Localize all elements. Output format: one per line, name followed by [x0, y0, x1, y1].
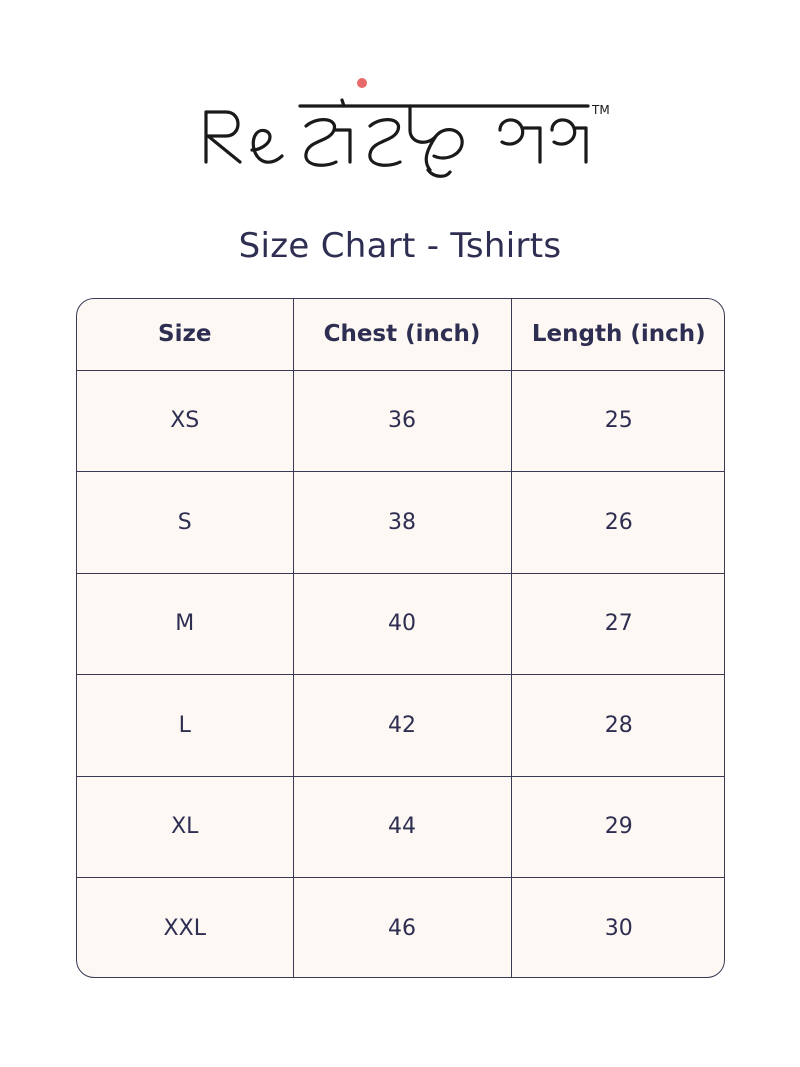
- table-row: [77, 472, 725, 574]
- cell-size: XXL: [77, 878, 293, 979]
- column-header-chest: Chest (inch): [293, 299, 511, 370]
- table-row: [77, 370, 725, 472]
- cell-length: 28: [511, 675, 725, 777]
- cell-length: 27: [511, 573, 725, 675]
- cell-size: XL: [77, 776, 293, 878]
- cell-length: 25: [511, 370, 725, 472]
- cell-size: XS: [77, 370, 293, 472]
- size-chart-table: [76, 298, 725, 978]
- cell-chest: 38: [293, 472, 511, 574]
- brand-logo: [200, 70, 620, 185]
- cell-length: 29: [511, 776, 725, 878]
- cell-length: 26: [511, 472, 725, 574]
- page-title: Size Chart - Tshirts: [238, 226, 562, 266]
- brand-logo-mark: [200, 70, 620, 185]
- cell-chest: 36: [293, 370, 511, 472]
- cell-chest: 40: [293, 573, 511, 675]
- svg-text:TM: TM: [592, 103, 610, 117]
- cell-chest: 46: [293, 878, 511, 979]
- cell-size: S: [77, 472, 293, 574]
- cell-length: 30: [604, 916, 633, 941]
- cell-size: L: [77, 675, 293, 777]
- cell-size: M: [77, 573, 293, 675]
- table-row: [77, 675, 725, 777]
- cell-chest: 44: [293, 776, 511, 878]
- column-header-size: Size: [77, 299, 293, 370]
- table-header-row: [77, 299, 725, 370]
- table-row: [77, 573, 725, 675]
- table-row: [77, 776, 725, 878]
- table-row: [77, 878, 725, 979]
- cell-chest: 42: [293, 675, 511, 777]
- column-header-length: Length (inch): [511, 299, 725, 370]
